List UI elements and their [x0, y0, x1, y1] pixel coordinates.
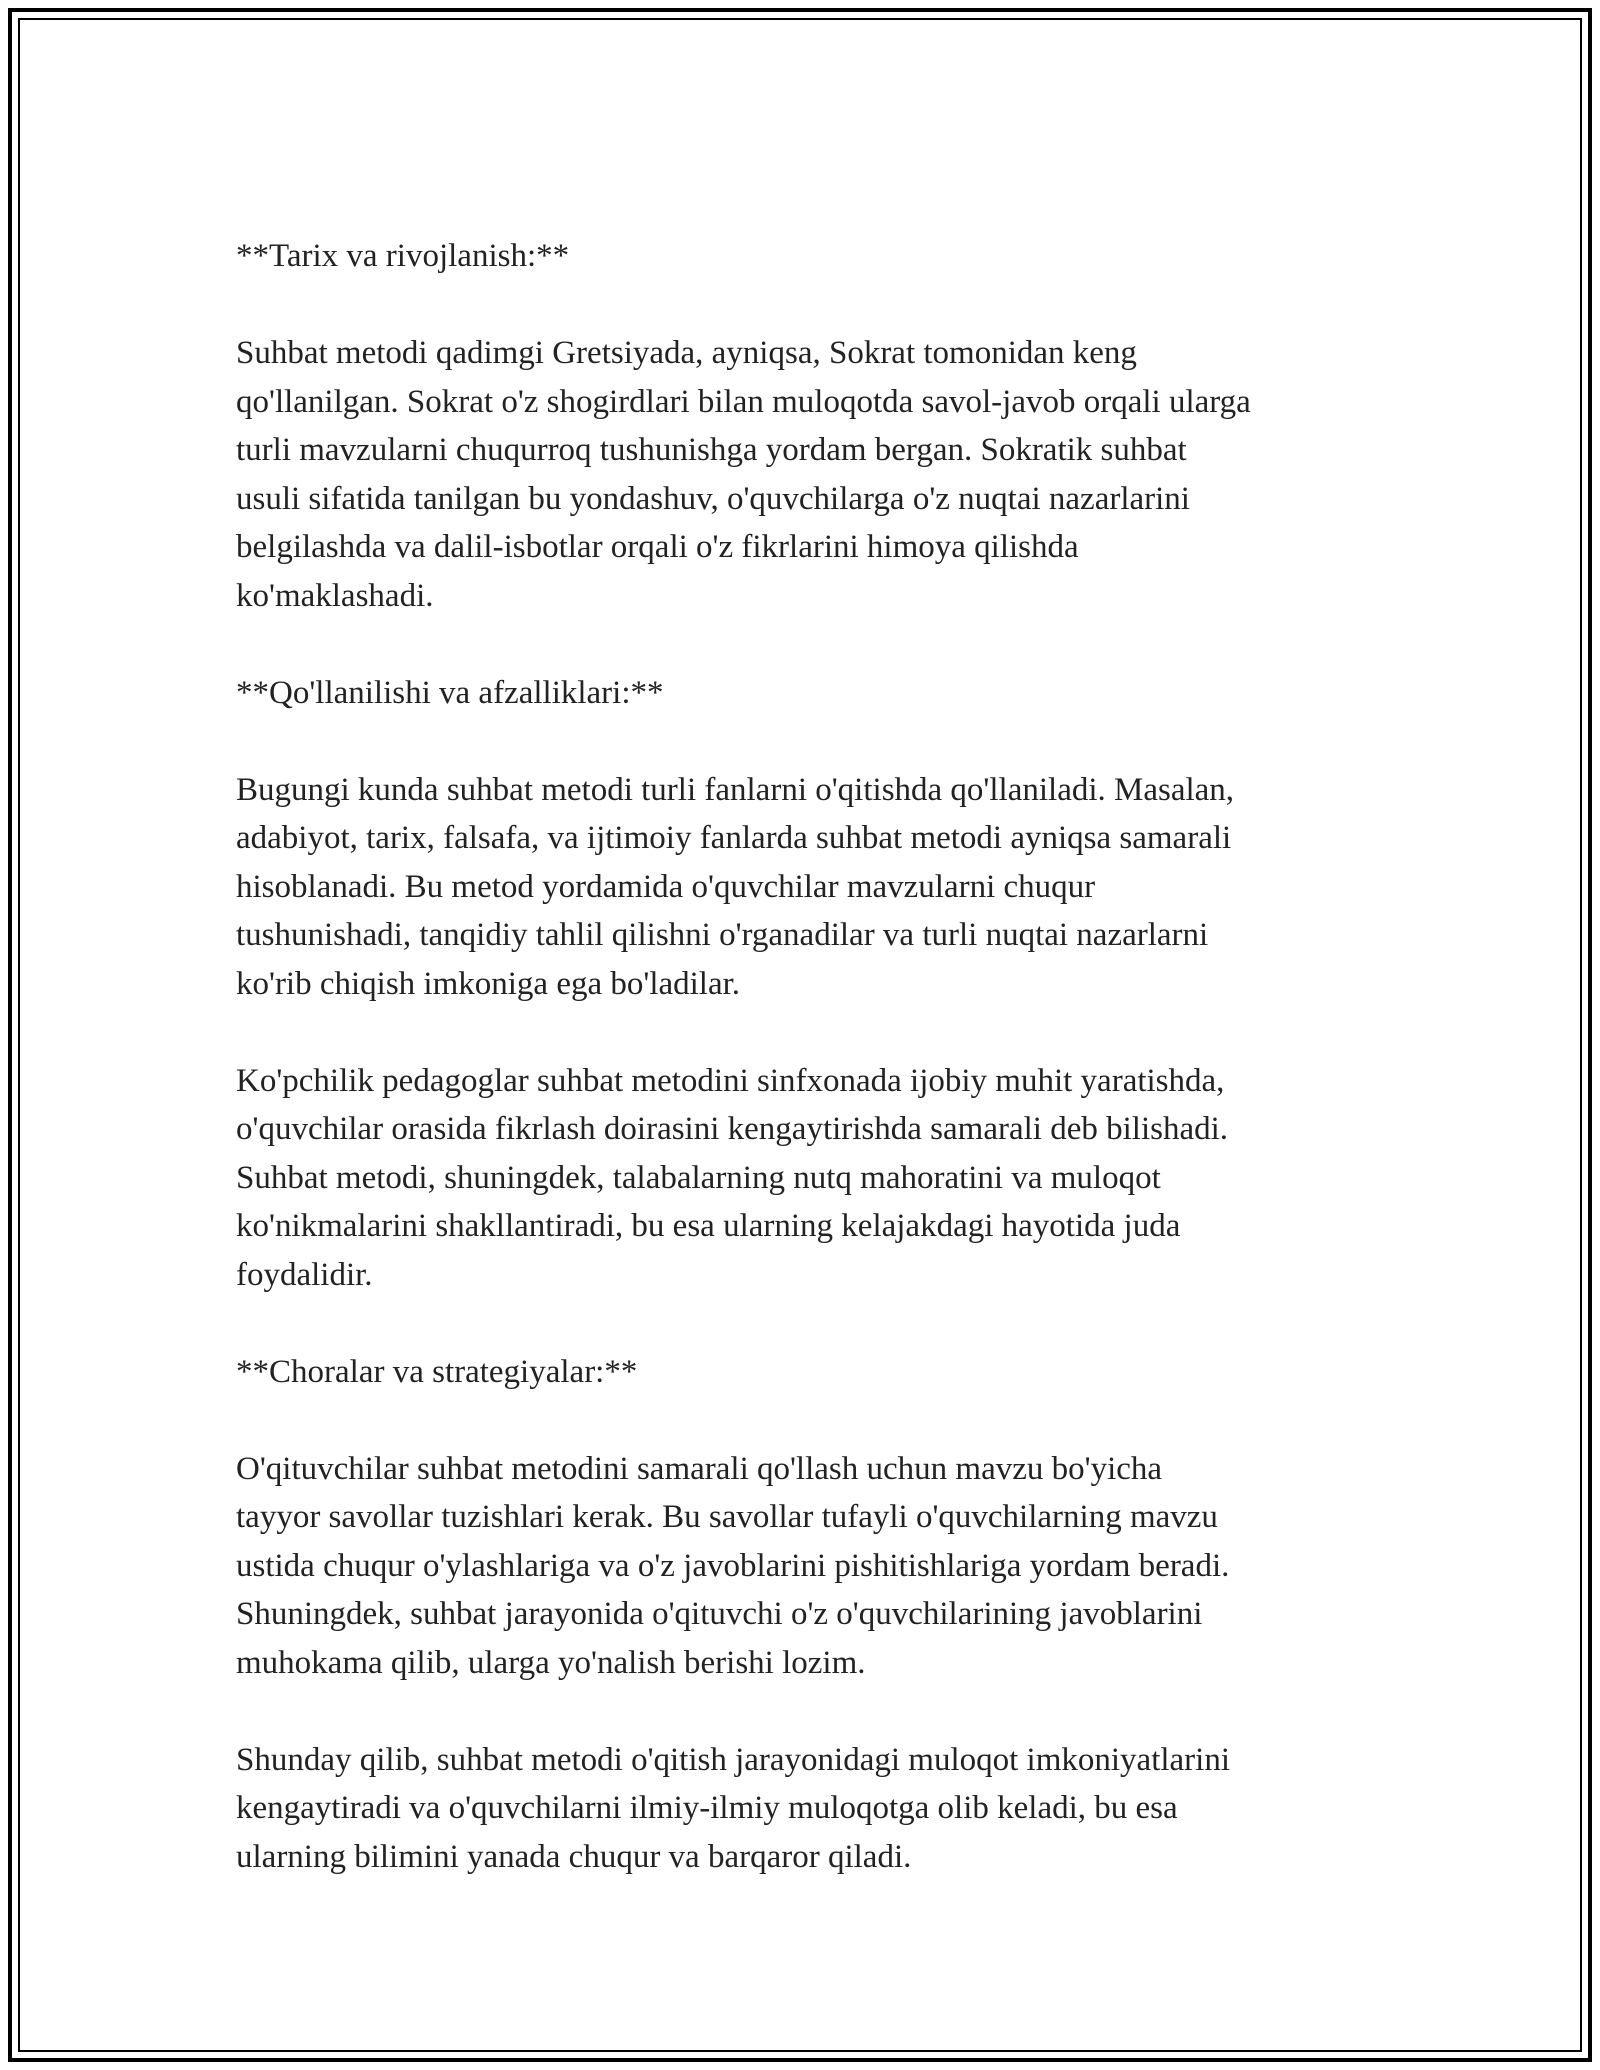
- section-heading-history: [236, 232, 1376, 281]
- text-line: ko'maklashadi.: [236, 577, 434, 614]
- text-line: ularning bilimini yanada chuqur va barqaror qiladi.: [236, 1838, 912, 1875]
- heading-text: **Tarix va rivojlanish:**: [236, 238, 570, 274]
- paragraph-strategies: [236, 1445, 1376, 1688]
- paragraph-application: [236, 766, 1376, 1009]
- paragraph-history: [236, 329, 1376, 620]
- heading-text: **Qo'llanilishi va afzalliklari:**: [236, 674, 664, 711]
- text-line: Suhbat metodi qadimgi Gretsiyada, ayniqsa, Sokrat tomonidan keng: [236, 335, 1137, 371]
- text-line: foydalidir.: [236, 1256, 373, 1293]
- text-line: tushunishadi, tanqidiy tahlil qilishni o'rganadilar va turli nuqtai nazarlarni: [236, 917, 1209, 953]
- text-line: Shuningdek, suhbat jarayonida o'qituvchi o'z o'quvchilarining javoblarini: [236, 1596, 1203, 1632]
- text-line: hisoblanadi. Bu metod yordamida o'quvchilar mavzularni chuqur: [236, 868, 1096, 905]
- text-line: ko'rib chiqish imkoniga ega bo'ladilar.: [236, 965, 741, 1002]
- text-line: o'quvchilar orasida fikrlash doirasini kengaytirishda samarali deb bilishadi.: [236, 1111, 1229, 1147]
- text-line: tayyor savollar tuzishlari kerak. Bu savollar tufayli o'quvchilarning mavzu: [236, 1499, 1218, 1535]
- text-line: Ko'pchilik pedagoglar suhbat metodini sinfxonada ijobiy muhit yaratishda,: [236, 1062, 1225, 1099]
- text-line: O'qituvchilar suhbat metodini samarali qo'llash uchun mavzu bo'yicha: [236, 1450, 1163, 1487]
- text-line: ustida chuqur o'ylashlariga va o'z javoblarini pishitishlariga yordam beradi.: [236, 1547, 1230, 1584]
- text-line: ko'nikmalarini shakllantiradi, bu esa ularning kelajakdagi hayotida juda: [236, 1208, 1181, 1244]
- paragraph-pedagogues: [236, 1057, 1376, 1300]
- text-line: usuli sifatida tanilgan bu yondashuv, o'quvchilarga o'z nuqtai nazarlarini: [236, 480, 1190, 517]
- section-heading-application: [236, 669, 1376, 718]
- text-line: Bugungi kunda suhbat metodi turli fanlarni o'qitishda qo'llaniladi. Masalan,: [236, 771, 1235, 808]
- text-line: kengaytiradi va o'quvchilarni ilmiy-ilmiy muloqotga olib keladi, bu esa: [236, 1790, 1178, 1826]
- section-heading-strategies: [236, 1348, 1376, 1397]
- text-line: Suhbat metodi, shuningdek, talabalarning nutq mahoratini va muloqot: [236, 1159, 1161, 1196]
- paragraph-conclusion: [236, 1736, 1376, 1882]
- text-line: belgilashda va dalil-isbotlar orqali o'z fikrlarini himoya qilishda: [236, 529, 1079, 565]
- text-line: turli mavzularni chuqurroq tushunishga yordam bergan. Sokratik suhbat: [236, 432, 1187, 468]
- heading-text: **Choralar va strategiyalar:**: [236, 1353, 638, 1390]
- document-body: [236, 232, 1376, 1881]
- text-line: adabiyot, tarix, falsafa, va ijtimoiy fanlarda suhbat metodi ayniqsa samarali: [236, 820, 1232, 856]
- text-line: qo'llanilgan. Sokrat o'z shogirdlari bilan muloqotda savol-javob orqali ularga: [236, 383, 1251, 420]
- text-line: muhokama qilib, ularga yo'nalish berishi lozim.: [236, 1644, 866, 1681]
- text-line: Shunday qilib, suhbat metodi o'qitish jarayonidagi muloqot imkoniyatlarini: [236, 1741, 1231, 1778]
